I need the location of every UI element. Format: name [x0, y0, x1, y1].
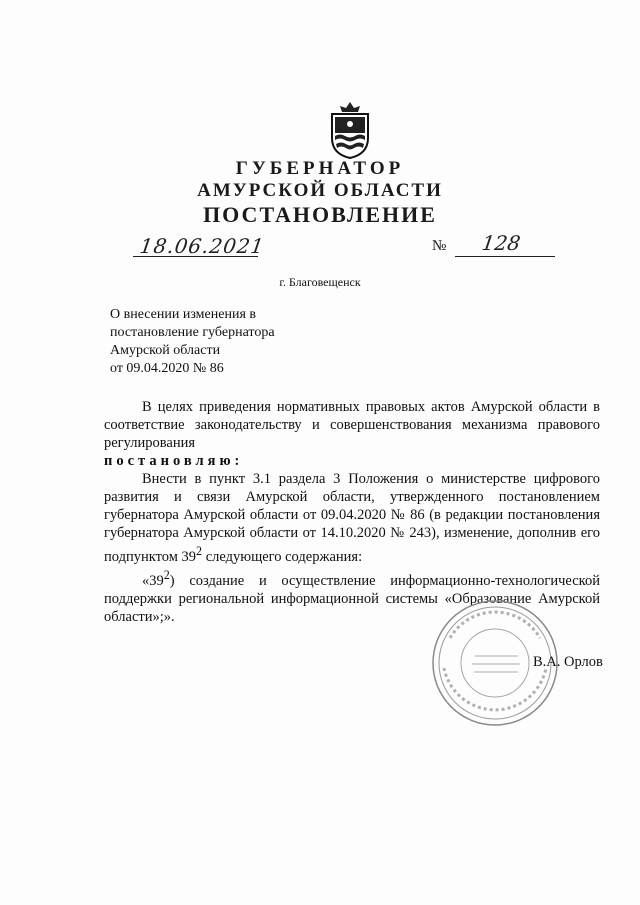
document-number: 128	[480, 231, 522, 255]
subclause-number: «39	[142, 572, 164, 589]
amendment-superscript: 2	[196, 544, 203, 558]
signer-name: В.А. Орлов	[533, 654, 603, 670]
subject-line: от 09.04.2020 № 86	[110, 361, 224, 376]
preamble-paragraph: В целях приведения нормативных правовых актов Амурской области в соответствие законодательству и совершенствования механизма правового регулирования	[104, 399, 600, 451]
document-date: 18.06.2021	[138, 234, 267, 258]
subject-line: постановление губернатора	[110, 325, 275, 340]
decree-word: постановляю:	[104, 453, 244, 469]
date-underline	[133, 256, 258, 257]
document-city: г. Благовещенск	[279, 275, 361, 289]
number-underline	[455, 256, 555, 257]
amendment-text-end: следующего содержания:	[202, 548, 363, 565]
header-region: АМУРСКОЙ ОБЛАСТИ	[197, 180, 443, 201]
coat-of-arms-icon	[326, 100, 374, 160]
amendment-text: Внести в пункт 3.1 раздела 3 Положения о министерстве цифрового развития и связи Амурской области, утвержденного постановлением губернатора Амурской области от 09.04.2020 № 86 (в редакции постановления губернатора Амурской области от 14.10.2020 № 243), изменение, дополнив его подпунктом 39	[104, 471, 600, 565]
subclause-text: ) создание и осуществление информационно-технологической поддержки региональной информационной системы «Образование Амурской области»;».	[104, 572, 600, 625]
amendment-paragraph	[104, 470, 600, 566]
header-title: ГУБЕРНАТОР	[235, 158, 405, 179]
number-sign: №	[432, 238, 447, 254]
document-body	[104, 398, 600, 626]
subject-line: Амурской области	[110, 343, 221, 358]
subclause-superscript: 2	[163, 567, 170, 582]
document-subject	[110, 306, 275, 378]
document-type: ПОСТАНОВЛЕНИЕ	[203, 202, 437, 227]
subject-line: О внесении изменения в	[110, 307, 256, 322]
